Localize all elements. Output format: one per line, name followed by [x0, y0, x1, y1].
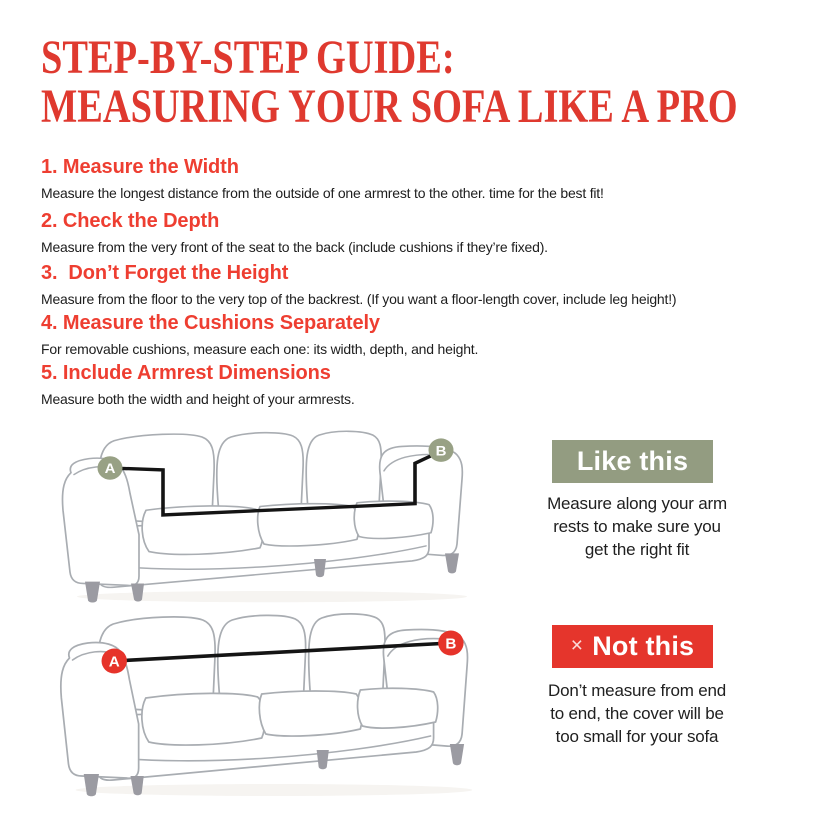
step-4-heading: 4. Measure the Cushions Separately [41, 312, 380, 334]
sofa-correct-svg [42, 422, 512, 606]
not-this-badge-label: Not this [592, 631, 695, 661]
step-2-heading: 2. Check the Depth [41, 210, 220, 232]
step-5 [41, 362, 816, 409]
step-2 [41, 210, 816, 257]
main-title-line-1: STEP-BY-STEP GUIDE: [41, 31, 455, 84]
sofa-drawing [62, 431, 467, 602]
not-this-caption-line-2: to end, the cover will be [550, 704, 724, 723]
not-this-badge [552, 625, 713, 668]
step-3 [41, 262, 816, 309]
like-this-caption-line-3: get the right fit [584, 540, 690, 559]
sofa-correct-illustration [42, 422, 512, 611]
main-title [41, 33, 823, 131]
step-5-body: Measure both the width and height of your armrests. [41, 391, 355, 407]
like-this-badge-label: Like this [576, 446, 689, 476]
like-this-caption-line-1: Measure along your arm [547, 494, 727, 513]
step-3-body: Measure from the floor to the very top of the backrest. (If you want a floor-length cover, include leg height!) [41, 291, 677, 307]
sofa-incorrect-svg [40, 604, 518, 800]
step-5-heading: 5. Include Armrest Dimensions [41, 362, 331, 384]
like-this-caption-line-2: rests to make sure you [553, 517, 721, 536]
step-2-body: Measure from the very front of the seat to the back (include cushions if they’re fixed). [41, 239, 548, 255]
step-1-heading: 1. Measure the Width [41, 156, 239, 178]
step-3-heading: 3. Don’t Forget the Height [41, 262, 289, 284]
step-1-body: Measure the longest distance from the outside of one armrest to the other. time for the best fit! [41, 185, 604, 201]
sofa-drawing [61, 614, 472, 796]
x-icon: × [570, 633, 584, 657]
marker-a-correct-label: A [104, 461, 116, 478]
main-title-line-2: MEASURING YOUR SOFA LIKE A PRO [41, 80, 738, 133]
step-4-body: For removable cushions, measure each one: its width, depth, and height. [41, 341, 479, 357]
marker-b-correct-label: B [435, 443, 447, 460]
sofa-incorrect-illustration [40, 604, 518, 805]
not-this-caption [522, 679, 752, 748]
not-this-caption-line-3: too small for your sofa [555, 727, 719, 746]
marker-a-incorrect-label: A [108, 653, 120, 671]
step-1 [41, 156, 816, 203]
not-this-caption-line-1: Don’t measure from end [548, 681, 726, 700]
like-this-caption [522, 492, 752, 561]
like-this-badge [552, 440, 713, 483]
step-4 [41, 312, 816, 359]
marker-b-incorrect-label: B [445, 635, 457, 653]
